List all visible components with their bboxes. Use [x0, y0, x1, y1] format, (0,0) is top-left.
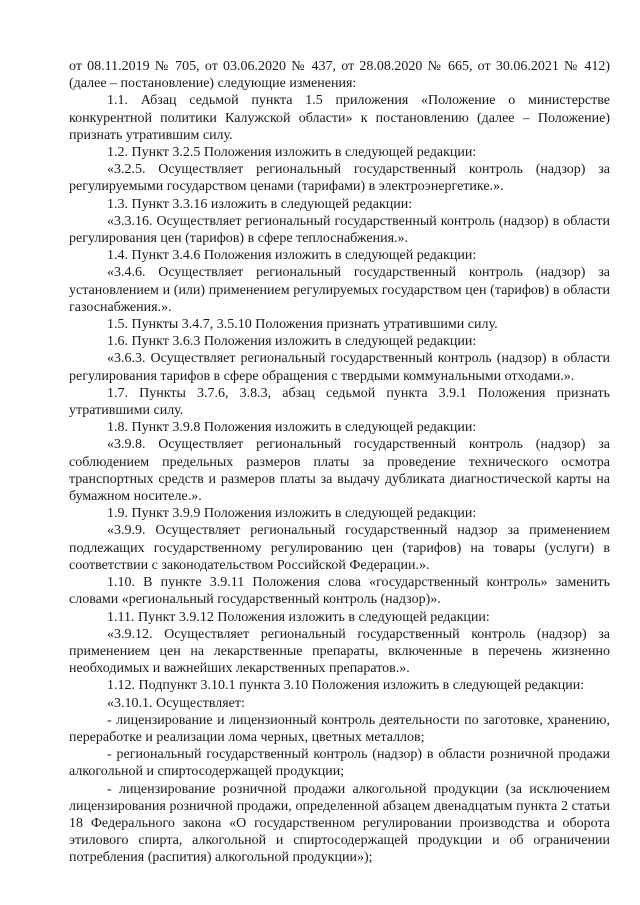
paragraph: «3.10.1. Осуществляет:: [107, 695, 245, 711]
paragraph: «3.3.16. Осуществляет региональный государственный контроль (надзор) в области регулирования цен (тарифов) в сфере теплоснабжения.».: [69, 213, 610, 247]
paragraph: 1.8. Пункт 3.9.8 Положения изложить в следующей редакции:: [107, 420, 477, 436]
paragraph: 1.9. Пункт 3.9.9 Положения изложить в следующей редакции:: [107, 506, 477, 522]
paragraph: «3.9.9. Осуществляет региональный государственный надзор за применением подлежащих государственному регулированию цен (тарифов) на товары (услуги) в соответствии с законодательством Российской Федерации.».: [69, 523, 610, 573]
paragraph: «3.4.6. Осуществляет региональный государственный контроль (надзор) за установлением и (или) применением регулируемых государством цен (тарифов) в области газоснабжения.».: [69, 265, 610, 315]
paragraph: - лицензирование розничной продажи алкогольной продукции (за исключением лицензирования розничной продажи, определенной абзацем двенадцатым пункта 2 статьи 18 Федерального закона «О государственном регулировании производства и оборота этилового спирта, алкогольной и спиртосодержащей продукции и об ограничении потребления (распития) алкогольной продукции»);: [69, 781, 610, 866]
paragraph: 1.3. Пункт 3.3.16 изложить в следующей редакции:: [107, 196, 413, 212]
paragraph: 1.5. Пункты 3.4.7, 3.5.10 Положения признать утратившими силу.: [107, 317, 498, 333]
paragraph: 1.12. Подпункт 3.10.1 пункта 3.10 Положения изложить в следующей редакции:: [107, 678, 585, 694]
paragraph: 1.6. Пункт 3.6.3 Положения изложить в следующей редакции:: [107, 334, 477, 350]
paragraph: - лицензирование и лицензионный контроль деятельности по заготовке, хранению, переработке и реализации лома черных, цветных металлов;: [69, 712, 610, 745]
paragraph: «3.2.5. Осуществляет региональный государственный контроль (надзор) за регулируемыми государством ценами (тарифами) в электроэнергетике.».: [69, 162, 610, 195]
paragraph: 1.4. Пункт 3.4.6 Положения изложить в следующей редакции:: [107, 248, 477, 264]
paragraph: «3.9.12. Осуществляет региональный государственный контроль (надзор) за применением цен на лекарственные препараты, включенные в перечень жизненно необходимых и важнейших лекарственных препаратов.».: [69, 626, 610, 677]
paragraph: 1.1. Абзац седьмой пункта 1.5 приложения «Положение о министерстве конкурентной политики Калужской области» к постановлению (далее – Положение) признать утратившим силу.: [69, 93, 610, 143]
document-body: [69, 58, 610, 867]
paragraph: от 08.11.2019 № 705, от 03.06.2020 № 437, от 28.08.2020 № 665, от 30.06.2021 № 412) (далее – постановление) следующие изменения:: [69, 59, 610, 92]
paragraph: - региональный государственный контроль (надзор) в области розничной продажи алкогольной и спиртосодержащей продукции;: [69, 747, 610, 780]
paragraph: «3.6.3. Осуществляет региональный государственный контроль (надзор) в области регулирования тарифов в сфере обращения с твердыми коммунальными отходами.».: [69, 351, 610, 384]
paragraph: «3.9.8. Осуществляет региональный государственный контроль (надзор) за соблюдением предельных размеров платы за проведение технического осмотра транспортных средств и размеров платы за выдачу дубликата диагностической карты на бумажном носителе.».: [69, 437, 610, 505]
paragraph: 1.7. Пункты 3.7.6, 3.8.3, абзац седьмой пункта 3.9.1 Положения признать утратившими силу.: [69, 385, 610, 419]
paragraph: 1.10. В пункте 3.9.11 Положения слова «государственный контроль» заменить словами «региональный государственный контроль (надзор)».: [69, 575, 610, 608]
paragraph: 1.11. Пункт 3.9.12 Положения изложить в следующей редакции:: [107, 609, 490, 625]
paragraph: 1.2. Пункт 3.2.5 Положения изложить в следующей редакции:: [107, 145, 477, 161]
